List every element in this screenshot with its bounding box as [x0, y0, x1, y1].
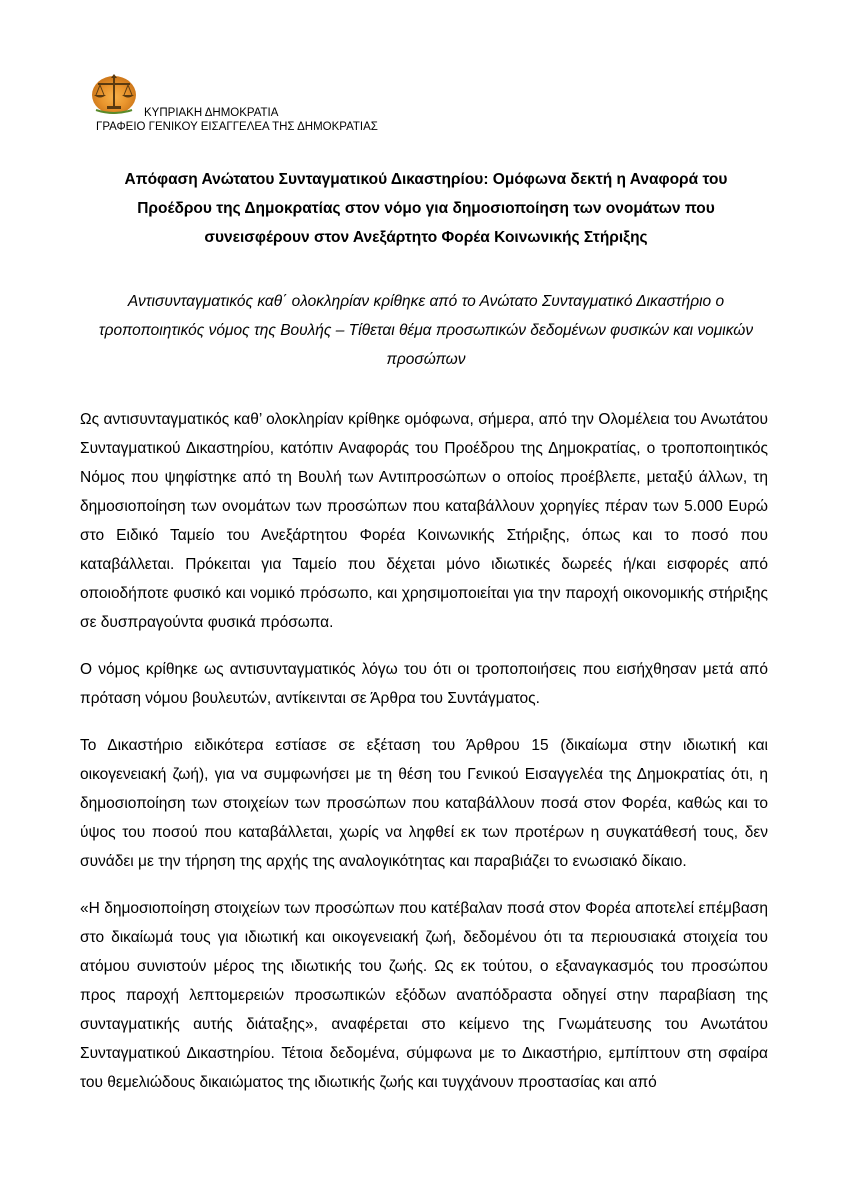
body-paragraph: Ο νόμος κρίθηκε ως αντισυνταγματικός λόγω του ότι οι τροποποιήσεις που εισήχθησαν μετά από πρόταση νόμου βουλευτών, αντίκεινται σε Άρθρα του Συντάγματος.: [80, 661, 768, 707]
body-paragraph: Ως αντισυνταγματικός καθ’ ολοκληρίαν κρίθηκε ομόφωνα, σήμερα, από την Ολομέλεια του Ανωτάτου Συνταγματικού Δικαστηρίου, κατόπιν Αναφοράς του Προέδρου της Δημοκρατίας, ο τροποποιητικός Νόμος που ψηφίστηκε από τη Βουλή των Αντιπροσώπων ο οποίος προέβλεπε, μεταξύ άλλων, τη δημοσιοποίηση των ονομάτων των προσώπων που καταβάλλουν χορηγίες πέραν των 5.000 Ευρώ στο Ειδικό Ταμείο του Ανεξάρτητου Φορέα Κοινωνικής Στήριξης, όπως και το ποσό που καταβάλλεται. Πρόκειται για Ταμείο που δέχεται μόνο ιδιωτικές δωρεές ή/και εισφορές από οποιοδήποτε φυσικό και νομικό πρόσωπο, και χρησιμοποιείται για την παροχή οικονομικής στήριξης σε δυσπραγούντα φυσικά πρόσωπα.: [80, 411, 768, 631]
organization-header: [96, 107, 378, 134]
document-subtitle: Αντισυνταγματικός καθ΄ ολοκληρίαν κρίθηκε από το Ανώτατο Συνταγματικό Δικαστήριο ο τροποποιητικός νόμος της Βουλής – Τίθεται θέμα προσωπικών δεδομένων φυσικών και νομικών προσώπων: [98, 293, 754, 368]
office-name: ΓΡΑΦΕΙΟ ΓΕΝΙΚΟΥ ΕΙΣΑΓΓΕΛΕΑ ΤΗΣ ΔΗΜΟΚΡΑΤΙΑΣ: [96, 120, 378, 133]
document-body: [80, 405, 768, 1115]
body-paragraph: Το Δικαστήριο ειδικότερα εστίασε σε εξέταση του Άρθρου 15 (δικαίωμα στην ιδιωτική και οικογενειακή ζωή), για να συμφωνήσει με τη θέση του Γενικού Εισαγγελέα της Δημοκρατίας ότι, η δημοσιοποίηση των στοιχείων των προσώπων που καταβάλλουν ποσά στον Φορέα, καθώς και το ύψος του ποσού που καταβάλλεται, χωρίς να ληφθεί εκ των προτέρων η συγκατάθεσή τους, δεν συνάδει με την τήρηση της αρχής της αναλογικότητας και παραβιάζει το ενωσιακό δίκαιο.: [80, 737, 768, 870]
body-paragraph: «Η δημοσιοποίηση στοιχείων των προσώπων που κατέβαλαν ποσά στον Φορέα αποτελεί επέμβαση στο δικαίωμά τους για ιδιωτική και οικογενειακή ζωή, δεδομένου ότι τα περιουσιακά στοιχεία του ατόμου συνιστούν μέρος της ιδιωτικής του ζωής. Ως εκ τούτου, ο εξαναγκασμός του προσώπου προς παροχή λεπτομερειών προσωπικών εξόδων αναπόδραστα οδηγεί στην παραβίαση της συνταγματικής αυτής διάταξης», αναφέρεται στο κείμενο της Γνωμάτευσης του Ανωτάτου Συνταγματικού Δικαστηρίου. Τέτοια δεδομένα, σύμφωνα με το Δικαστήριο, εμπίπτουν στη σφαίρα του θεμελιώδους δικαιώματος της ιδιωτικής ζωής και τυγχάνουν προστασίας και από: [80, 900, 768, 1091]
document-title: Απόφαση Ανώτατου Συνταγματικού Δικαστηρίου: Ομόφωνα δεκτή η Αναφορά του Προέδρου της Δημοκρατίας στον νόμο για δημοσιοποίηση των ονομάτων που συνεισφέρουν στον Ανεξάρτητο Φορέα Κοινωνικής Στήριξης: [124, 171, 728, 246]
org-name: ΚΥΠΡΙΑΚΗ ΔΗΜΟΚΡΑΤΙΑ: [144, 107, 279, 119]
